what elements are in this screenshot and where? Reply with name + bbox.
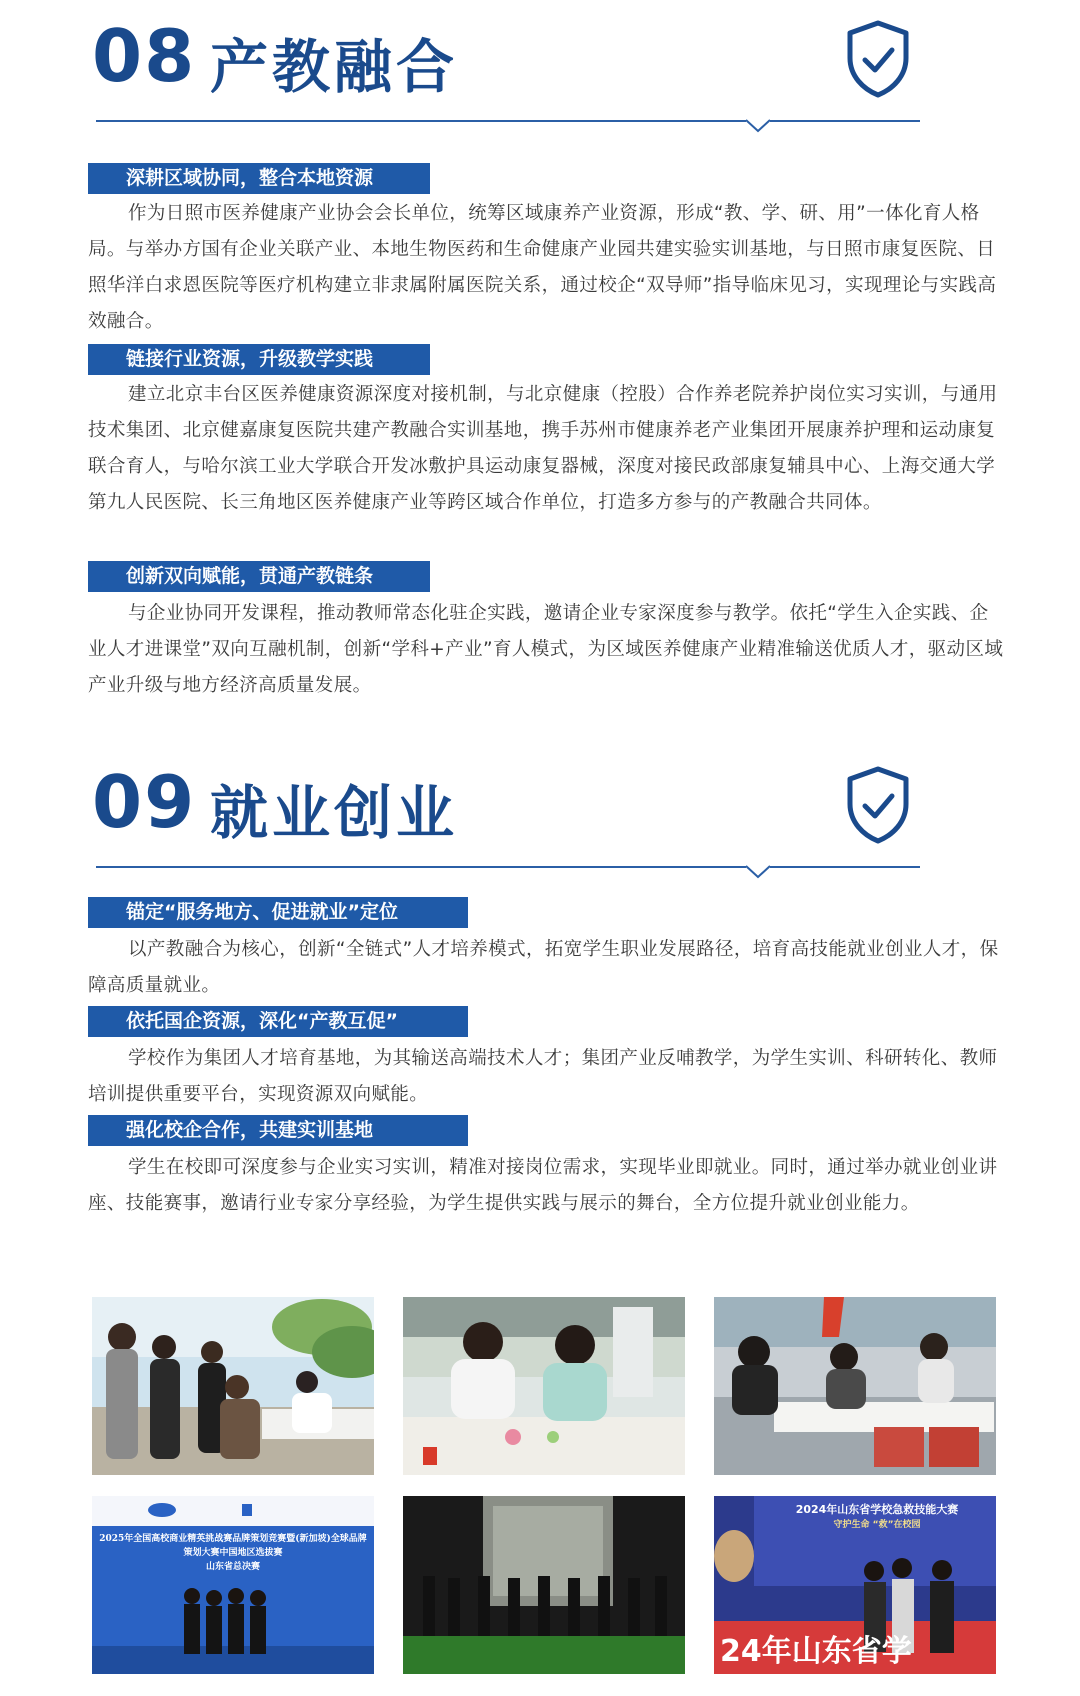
- banner-text: 2025年全国高校商业精英挑战赛品牌策划竞赛暨(新加坡)全球品牌: [99, 1534, 367, 1544]
- subsection-heading: 链接行业资源，升级教学实践: [88, 344, 430, 375]
- banner-text: 策划大赛中国地区选拔赛: [183, 1548, 283, 1558]
- banner-text: 24年山东省学: [720, 1634, 912, 1669]
- photo-stage-ceremony: [403, 1496, 685, 1674]
- subsection-paragraph: 学校作为集团人才培育基地，为其输送高端技术人才；集团产业反哺教学，为学生实训、科研转化、教师培训提供重要平台，实现资源双向赋能。: [88, 1048, 998, 1105]
- photo-outdoor-training: [92, 1297, 374, 1475]
- subsection-heading: 创新双向赋能，贯通产教链条: [88, 561, 430, 592]
- section-08-header: [0, 14, 1080, 134]
- banner-text: 山东省总决赛: [205, 1562, 260, 1572]
- subsection-paragraph: 学生在校即可深度参与企业实习实训，精准对接岗位需求，实现毕业即就业。同时，通过举办就业创业讲座、技能赛事，邀请行业专家分享经验，为学生提供实践与展示的舞台，全方位提升就业创业能力。: [88, 1157, 998, 1214]
- photo-first-aid-contest: [714, 1496, 996, 1674]
- photo-craft-activity: [403, 1297, 685, 1475]
- section-number: 08: [92, 14, 197, 98]
- section-number: 09: [92, 760, 197, 844]
- banner-text: 守护生命 “救”在校园: [833, 1520, 921, 1530]
- subsection-heading: 依托国企资源，深化“产教互促”: [88, 1006, 468, 1037]
- subsection-paragraph: 作为日照市医养健康产业协会会长单位，统筹区域康养产业资源，形成“教、学、研、用”一体化育人格局。与举办方国有企业关联产业、本地生物医药和生命健康产业园共建实验实训基地，与日照市康复医院、日照华洋白求恩医院等医疗机构建立非隶属附属医院关系，通过校企“双导师”指导临床见习，实现理论与实践高效融合。: [88, 203, 997, 332]
- section-title: 产教融合: [210, 33, 459, 101]
- subsection-paragraph: 建立北京丰台区医养健康资源深度对接机制，与北京健康（控股）合作养老院养护岗位实习实训，与通用技术集团、北京健嘉康复医院共建产教融合实训基地，携手苏州市健康养老产业集团开展康养护理和运动康复联合育人，与哈尔滨工业大学联合开发冰敷护具运动康复器械，深度对接民政部康复辅具中心、上海交通大学第九人民医院、长三角地区医养健康产业等跨区域合作单位，打造多方参与的产教融合共同体。: [88, 384, 998, 513]
- divider-notch: [746, 865, 770, 879]
- photo-students-drawing: [714, 1297, 996, 1475]
- section-09-header: [0, 760, 1080, 880]
- subsection-heading: 深耕区域协同，整合本地资源: [88, 163, 430, 194]
- section-title: 就业创业: [210, 779, 459, 847]
- section-divider: [96, 120, 920, 122]
- subsection-heading: 锚定“服务地方、促进就业”定位: [88, 897, 468, 928]
- banner-text: 2024年山东省学校急救技能大赛: [795, 1503, 959, 1516]
- subsection-heading: 强化校企合作，共建实训基地: [88, 1115, 468, 1146]
- section-divider: [96, 866, 920, 868]
- subsection-paragraph: 以产教融合为核心，创新“全链式”人才培养模式，拓宽学生职业发展路径，培育高技能就业创业人才，保障高质量就业。: [88, 939, 999, 996]
- shield-check-icon: [846, 766, 910, 844]
- divider-notch: [746, 119, 770, 133]
- shield-check-icon: [846, 20, 910, 98]
- photo-competition-award: [92, 1496, 374, 1674]
- subsection-paragraph: 与企业协同开发课程，推动教师常态化驻企实践，邀请企业专家深度参与教学。依托“学生入企实践、企业人才进课堂”双向互融机制，创新“学科+产业”育人模式，为区域医养健康产业精准输送优质人才，驱动区域产业升级与地方经济高质量发展。: [88, 603, 1004, 696]
